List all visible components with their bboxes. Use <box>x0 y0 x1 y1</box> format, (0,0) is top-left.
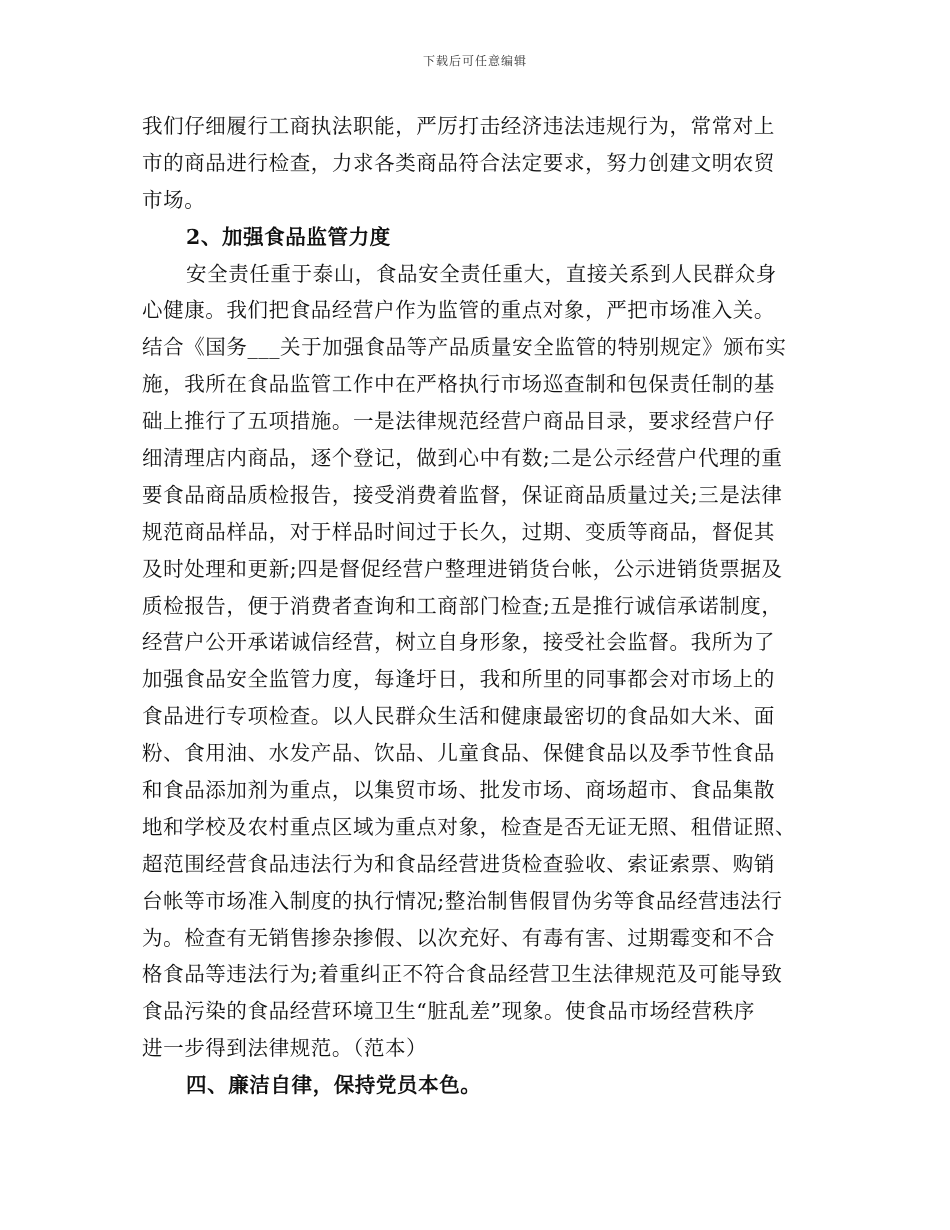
text-line: 市场。 <box>142 187 206 212</box>
text-line: 质检报告，便于消费者查询和工商部门检查;五是推行诚信承诺制度， <box>142 593 783 618</box>
text-line: 食品进行专项检查。以人民群众生活和健康最密切的食品如大米、面 <box>142 704 775 729</box>
text-line: 细清理店内商品，逐个登记，做到心中有数;二是公示经营户代理的重 <box>142 446 783 471</box>
text-line: 要食品商品质检报告，接受消费着监督，保证商品质量过关;三是法律 <box>142 482 783 507</box>
text-line: 和食品添加剂为重点，以集贸市场、批发市场、商场超市、食品集散 <box>142 778 775 803</box>
section-heading: 四、廉洁自律，保持党员本色。 <box>186 1073 482 1098</box>
text-line: 础上推行了五项措施。一是法律规范经营户商品目录，要求经营户仔 <box>142 409 775 434</box>
text-line: 及时处理和更新;四是督促经营户整理进销货台帐，公示进销货票据及 <box>142 556 783 581</box>
text-line: 安全责任重于泰山，食品安全责任重大，直接关系到人民群众身 <box>186 261 777 286</box>
text-line: 施，我所在食品监管工作中在严格执行市场巡查制和包保责任制的基 <box>142 372 775 397</box>
text-line: 台帐等市场准入制度的执行情况;整治制售假冒伪劣等食品经营违法行 <box>142 888 783 913</box>
text-line: 为。检查有无销售掺杂掺假、以次充好、有毒有害、过期霉变和不合 <box>142 925 775 950</box>
text-line: 地和学校及农村重点区域为重点对象，检查是否无证无照、租借证照、 <box>142 814 797 839</box>
text-line: 经营户公开承诺诚信经营，树立自身形象，接受社会监督。我所为了 <box>142 630 775 655</box>
text-line: 规范商品样品，对于样品时间过于长久，过期、变质等商品，督促其 <box>142 519 775 544</box>
text-line: 食品污染的食品经营环境卫生“脏乱差”现象。使食品市场经营秩序 <box>142 999 755 1024</box>
text-line: 结合《国务___关于加强食品等产品质量安全监管的特别规定》颁布实 <box>142 335 787 360</box>
text-line: 格食品等违法行为;着重纠正不符合食品经营卫生法律规范及可能导致 <box>142 962 783 987</box>
document-body <box>142 108 812 1104</box>
text-line: 粉、食用油、水发产品、饮品、儿童食品、保健食品以及季节性食品 <box>142 741 775 766</box>
text-line: 心健康。我们把食品经营户作为监管的重点对象，严把市场准入关。 <box>142 298 775 323</box>
text-line: 超范围经营食品违法行为和食品经营进货检查验收、索证索票、购销 <box>142 851 775 876</box>
section-heading: 2、加强食品监管力度 <box>186 224 391 249</box>
text-line: 我们仔细履行工商执法职能，严厉打击经济违法违规行为，常常对上 <box>142 114 775 138</box>
text-line: 市的商品进行检查，力求各类商品符合法定要求，努力创建文明农贸 <box>142 150 775 175</box>
text-line: 进一步得到法律规范。（范本） <box>142 1036 428 1061</box>
header-note: 下载后可任意编辑 <box>422 54 527 68</box>
text-line: 加强食品安全监管力度，每逢圩日，我和所里的同事都会对市场上的 <box>142 667 775 692</box>
